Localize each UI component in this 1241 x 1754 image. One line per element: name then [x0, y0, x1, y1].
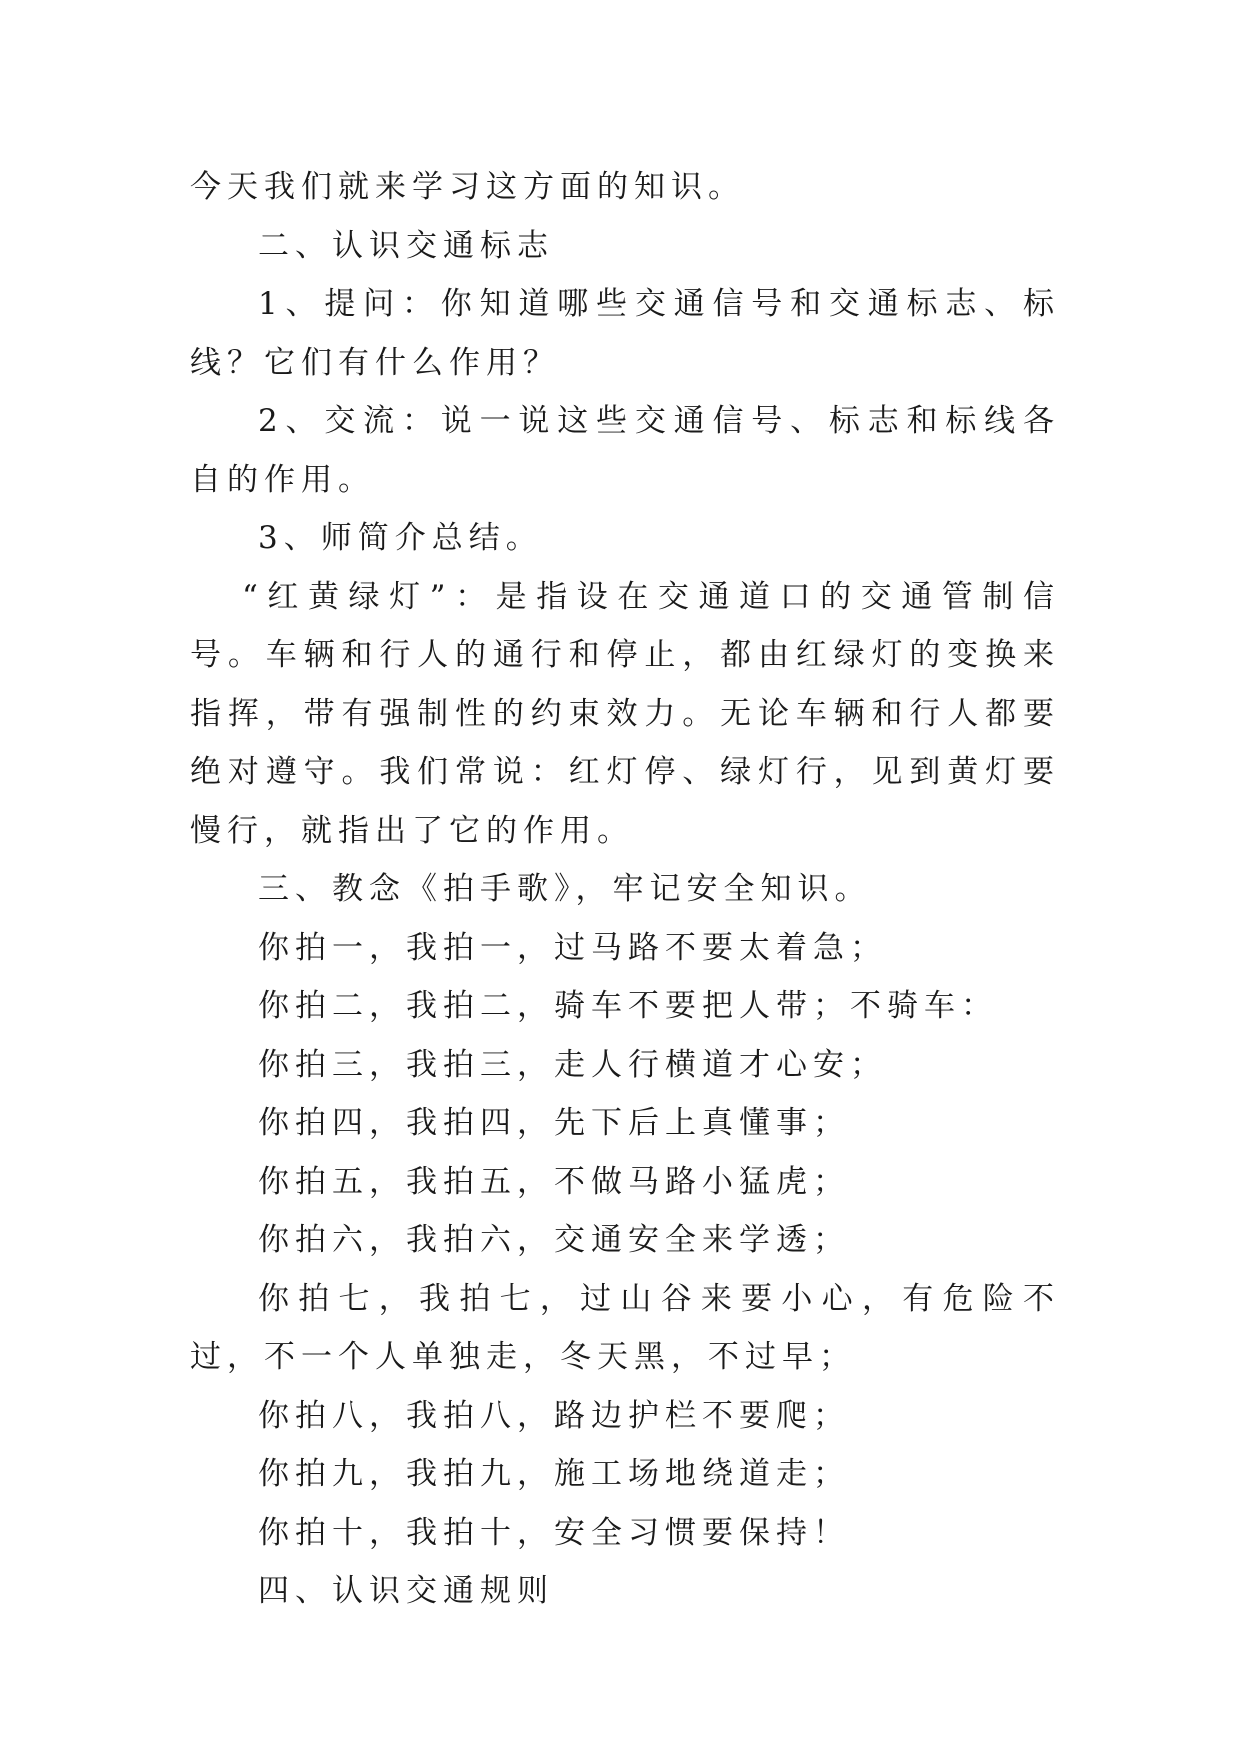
- song-line-7: 你拍七，我拍七，过山谷来要小心，有危险不过，不一个人单独走，冬天黑，不过早；: [190, 1280, 1060, 1375]
- section-heading-traffic-rules: 四、认识交通规则: [258, 1573, 554, 1609]
- song-line-2: 你拍二，我拍二，骑车不要把人带；不骑车：: [258, 988, 998, 1024]
- paragraph-discussion: 2、交流：说一说这些交通信号、标志和标线各自的作用。: [190, 403, 1060, 498]
- song-line-8: 你拍八，我拍八，路边护栏不要爬；: [258, 1397, 850, 1434]
- paragraph-summary: 3、师简介总结。: [258, 520, 543, 556]
- paragraph-intro: 今天我们就来学习这方面的知识。: [190, 169, 745, 205]
- song-line-4: 你拍四，我拍四，先下后上真懂事；: [258, 1105, 850, 1141]
- song-line-3: 你拍三，我拍三，走人行横道才心安；: [258, 1046, 887, 1083]
- song-line-1: 你拍一，我拍一，过马路不要太着急；: [258, 929, 887, 966]
- song-line-9: 你拍九，我拍九，施工场地绕道走；: [258, 1456, 850, 1492]
- song-line-10: 你拍十，我拍十，安全习惯要保持！: [258, 1514, 850, 1551]
- document-body: [190, 158, 1060, 1621]
- section-heading-clapping-song: 三、教念《拍手歌》，牢记安全知识。: [258, 871, 872, 907]
- paragraph-traffic-lights: “红黄绿灯”：是指设在交通道口的交通管制信号。车辆和行人的通行和停止，都由红绿灯的变换来指挥，带有强制性的约束效力。无论车辆和行人都要绝对遵守。我们常说：红灯停、绿灯行，见到黄灯要慢行，就指出了它的作用。: [190, 578, 1060, 849]
- song-line-6: 你拍六，我拍六，交通安全来学透；: [258, 1222, 850, 1258]
- paragraph-question: 1、提问：你知道哪些交通信号和交通标志、标线？它们有什么作用？: [190, 286, 1060, 381]
- song-line-5: 你拍五，我拍五，不做马路小猛虎；: [258, 1163, 850, 1200]
- section-heading-traffic-signs: 二、认识交通标志: [258, 227, 554, 264]
